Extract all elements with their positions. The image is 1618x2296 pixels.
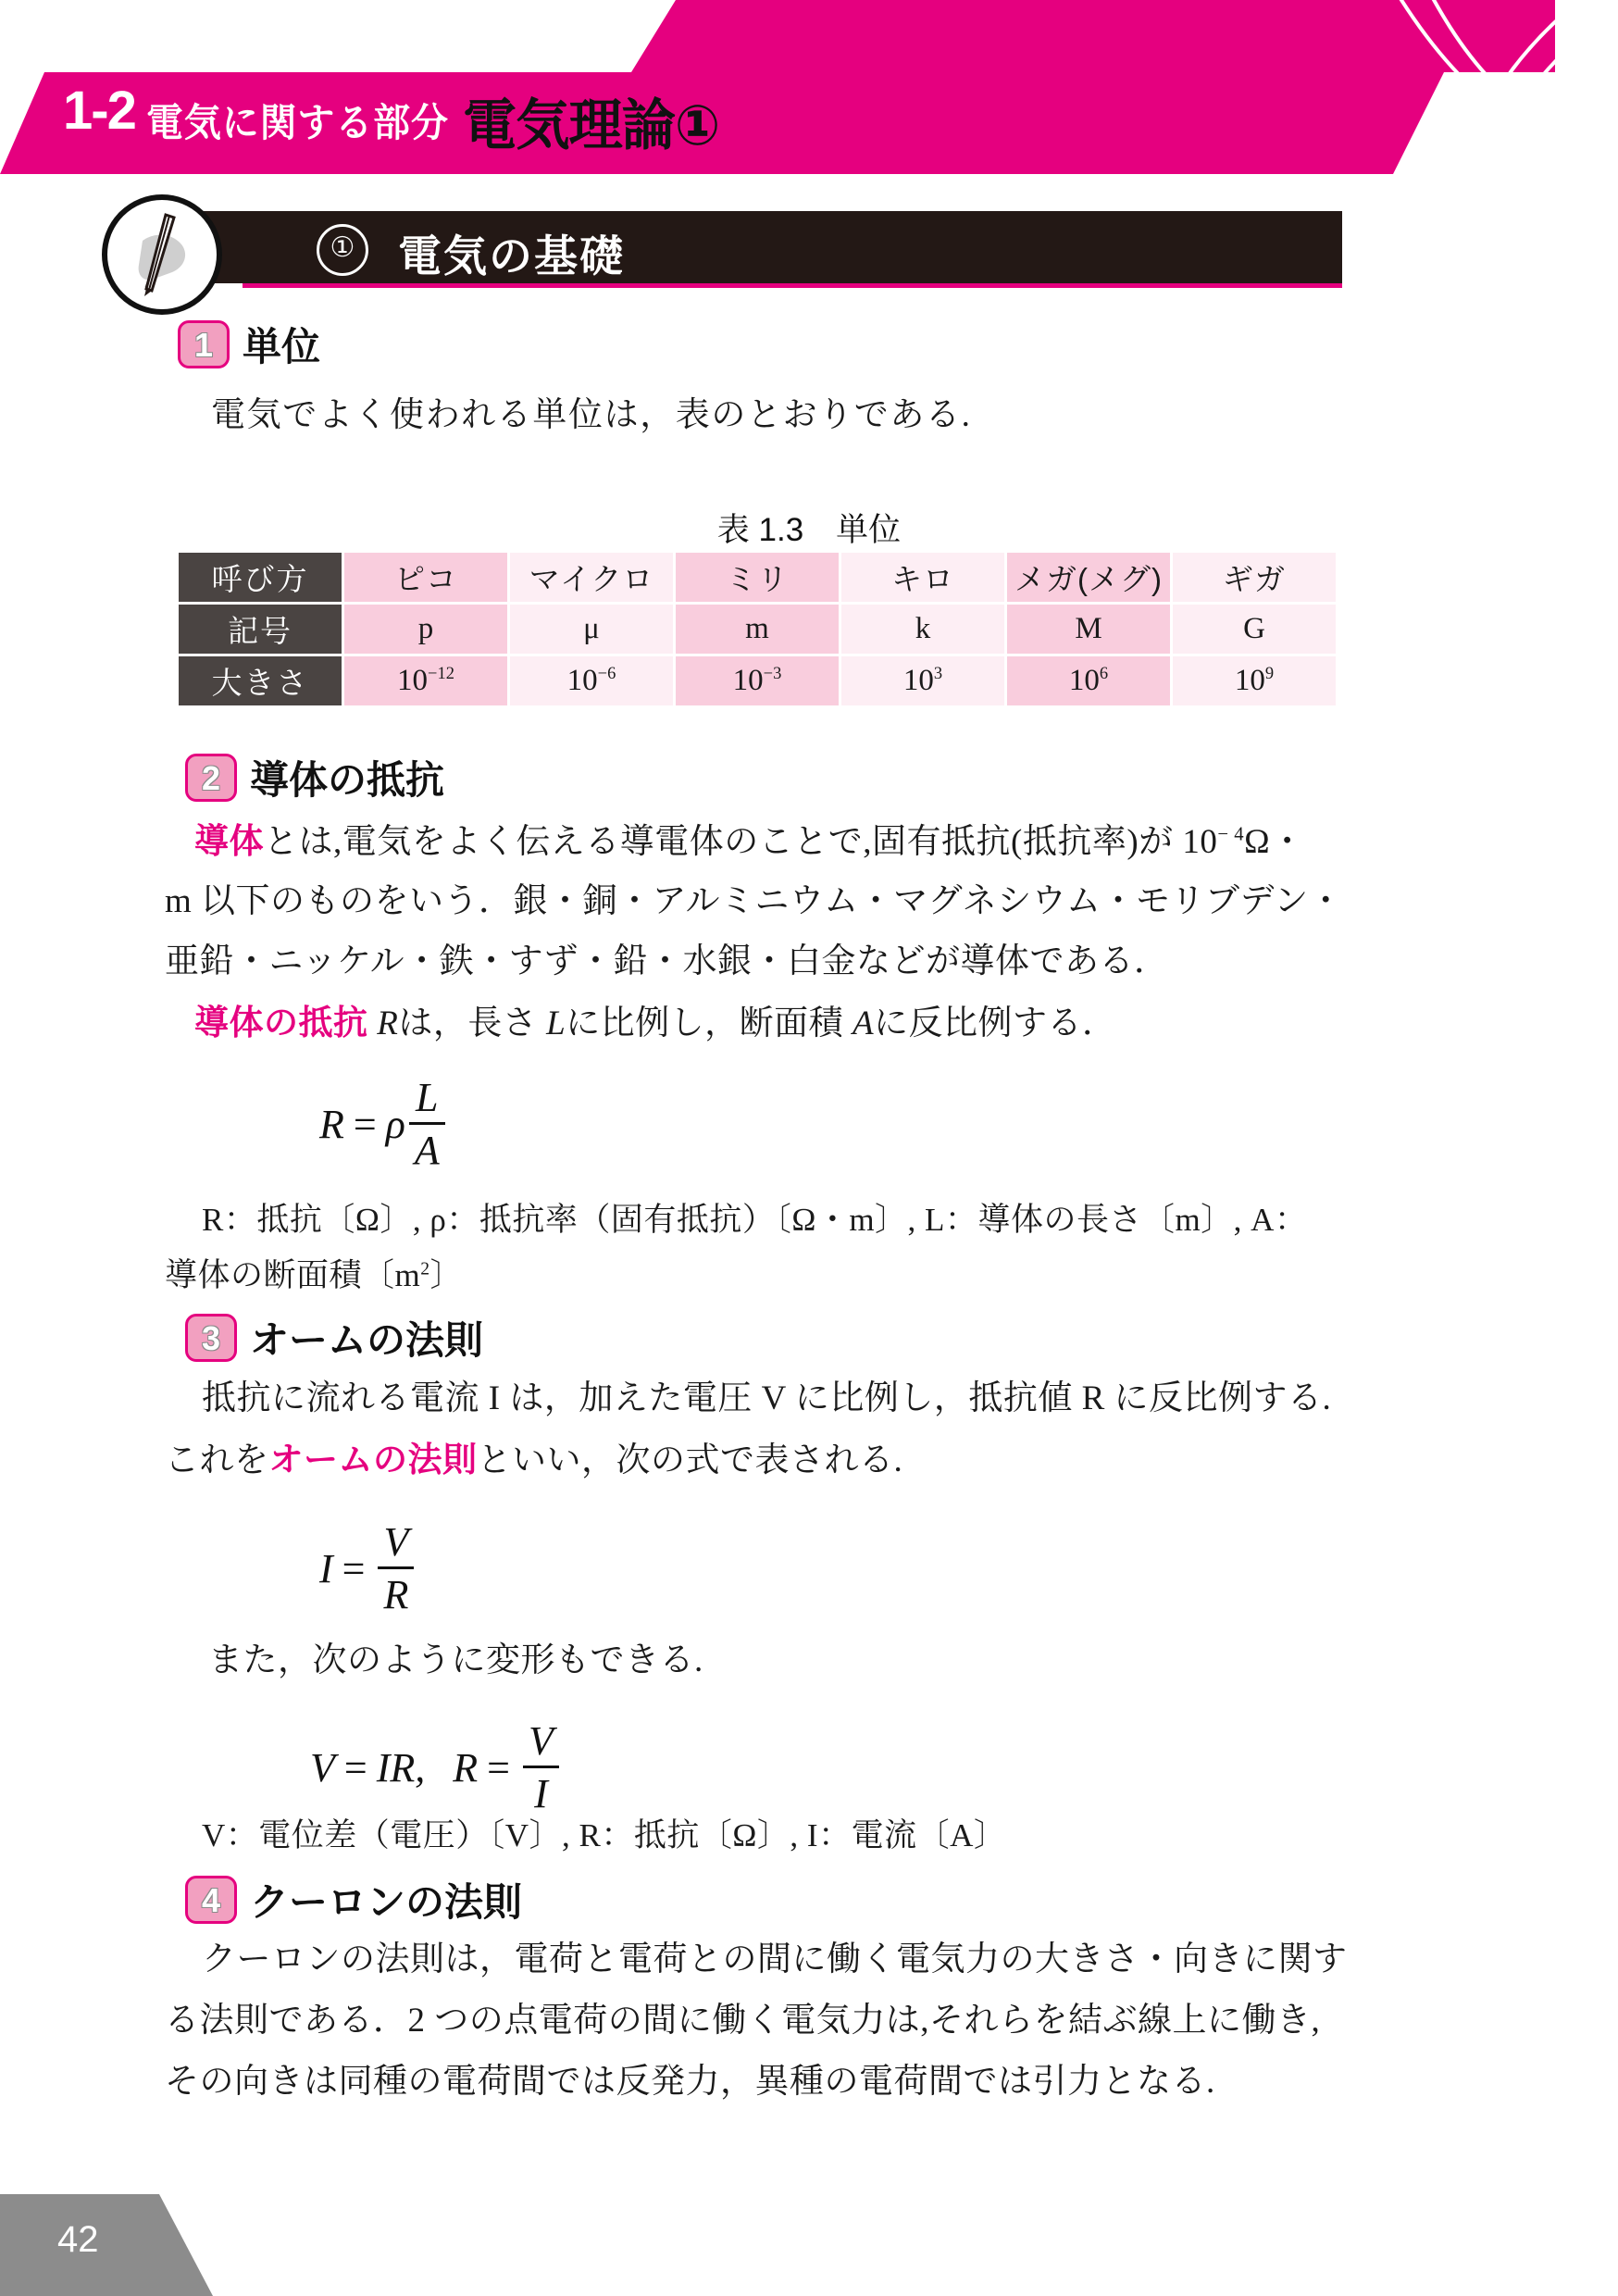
cell-name-4: メガ(メグ): [1007, 553, 1170, 602]
subsection-2-line2: m 以下のものをいう．銀・銅・アルミニウム・マグネシウム・モリブデン・: [165, 882, 1344, 920]
units-table: [176, 550, 1338, 708]
fraction-V-over-I: $\frac{V}{I}$: [523, 1717, 559, 1817]
pencil-hand-icon: [102, 194, 222, 315]
row-label-magnitude: 大きさ: [179, 656, 342, 705]
table-row: [179, 553, 1336, 602]
cell-symbol-1: μ: [510, 605, 673, 654]
cell-name-3: キロ: [841, 553, 1004, 602]
page-number: 42: [57, 2219, 99, 2260]
subsection-2-title: 導体の抵抗: [250, 758, 445, 802]
section-header-bar: [102, 211, 1342, 296]
cell-magnitude-2: $10^{-3}$: [676, 656, 839, 705]
table-caption: 表 1.3 単位: [716, 512, 902, 548]
subsection-2-badge: 2: [185, 754, 237, 802]
subsection-4-heading: [185, 1872, 522, 1928]
cell-magnitude-3: $10^3$: [841, 656, 1004, 705]
cell-symbol-3: k: [841, 605, 1004, 654]
page-header: [0, 0, 1618, 199]
cell-name-2: ミリ: [676, 553, 839, 602]
subsection-3-line2: これをオームの法則といい，次の式で表される.: [165, 1441, 903, 1479]
fraction-V-over-R: $\frac{V}{R}$: [378, 1518, 414, 1618]
cell-symbol-4: M: [1007, 605, 1170, 654]
section-bar-title: 電気の基礎: [398, 231, 625, 281]
subsection-1-paragraph: 電気でよく使われる単位は，表のとおりである.: [211, 396, 972, 434]
subsection-4-title: クーロンの法則: [250, 1880, 523, 1924]
highlight-conductor-resistance: 導体の抵抗: [194, 1004, 368, 1042]
subsection-4-line2: る法則である．2 つの点電荷の間に働く電気力は,それらを結ぶ線上に働き,: [165, 2002, 1321, 2040]
subsection-2-definitions-line1: R：抵抗〔Ω〕, ρ：抵抗率（固有抵抗）〔Ω・m〕, L：導体の長さ〔m〕, A：: [202, 1202, 1308, 1238]
cell-magnitude-0: $10^{-12}$: [344, 656, 507, 705]
fraction-L-over-A: $\frac{L}{A}$: [409, 1074, 445, 1174]
section-number: 1-2: [63, 81, 135, 141]
subsection-2-heading: [185, 750, 444, 805]
subsection-2-line3: 亜鉛・ニッケル・鉄・すず・鉛・水銀・白金などが導体である．: [165, 942, 1169, 980]
subsection-4-line1: クーロンの法則は，電荷と電荷との間に働く電気力の大きさ・向きに関す: [202, 1940, 1348, 1978]
highlight-ohms-law: オームの法則: [268, 1441, 478, 1479]
page-title: 電気理論①: [463, 94, 720, 156]
subsection-3-line1: 抵抗に流れる電流 I は，加えた電圧 V に比例し，抵抗値 R に反比例する.: [202, 1379, 1332, 1417]
formula-ohms-variants: V = IR, R = $\frac{V}{I}$: [310, 1717, 563, 1817]
cell-magnitude-4: $10^6$: [1007, 656, 1170, 705]
subsection-4-line3: その向きは同種の電荷間では反発力，異種の電荷間では引力となる.: [165, 2063, 1215, 2101]
cell-symbol-0: p: [344, 605, 507, 654]
chapter-number: 1: [61, 18, 74, 44]
page-number-tab: [0, 2194, 213, 2296]
subsection-1-heading: [178, 317, 320, 372]
formula-ohms-law: I = $\frac{V}{R}$: [319, 1518, 417, 1618]
highlight-conductor: 導体: [194, 822, 264, 860]
subsection-4-badge: 4: [185, 1876, 237, 1924]
subsection-3-heading: [185, 1310, 483, 1366]
subsection-3-title: オームの法則: [250, 1318, 484, 1362]
cell-symbol-5: G: [1173, 605, 1336, 654]
subsection-2-definitions-line2: 導体の断面積〔$m^2$〕: [165, 1257, 464, 1293]
subsection-2-line1: 導体とは,電気をよく伝える導電体のことで,固有抵抗(抵抗率)が $10^{- 4}\Omega$・: [194, 822, 1305, 861]
formula-resistance: R = ρ $\frac{L}{A}$: [319, 1074, 449, 1174]
chapter-title: 機械または電気に関する基礎的知識: [88, 20, 479, 48]
subsection-3-mid-text: また，次のように変形もできる.: [208, 1641, 703, 1679]
section-marker: ①: [317, 224, 368, 276]
cell-name-0: ピコ: [344, 553, 507, 602]
table-row: [179, 605, 1336, 654]
subsection-1-title: 単位: [243, 325, 321, 368]
subsection-2-line4: 導体の抵抗 Rは，長さ Lに比例し，断面積 Aに反比例する．: [194, 1004, 1117, 1042]
cell-magnitude-1: $10^{-6}$: [510, 656, 673, 705]
row-label-symbol: 記号: [179, 605, 342, 654]
row-label-name: 呼び方: [179, 553, 342, 602]
cell-name-1: マイクロ: [510, 553, 673, 602]
cell-name-5: ギガ: [1173, 553, 1336, 602]
section-name: 電気に関する部分: [146, 101, 449, 144]
subsection-3-definitions: V：電位差（電圧）〔V〕, R：抵抗〔Ω〕, I：電流〔A〕: [202, 1817, 1007, 1853]
cell-symbol-2: m: [676, 605, 839, 654]
subsection-3-badge: 3: [185, 1314, 237, 1362]
cell-magnitude-5: $10^9$: [1173, 656, 1336, 705]
subsection-1-badge: 1: [178, 320, 230, 368]
table-row: [179, 656, 1336, 705]
